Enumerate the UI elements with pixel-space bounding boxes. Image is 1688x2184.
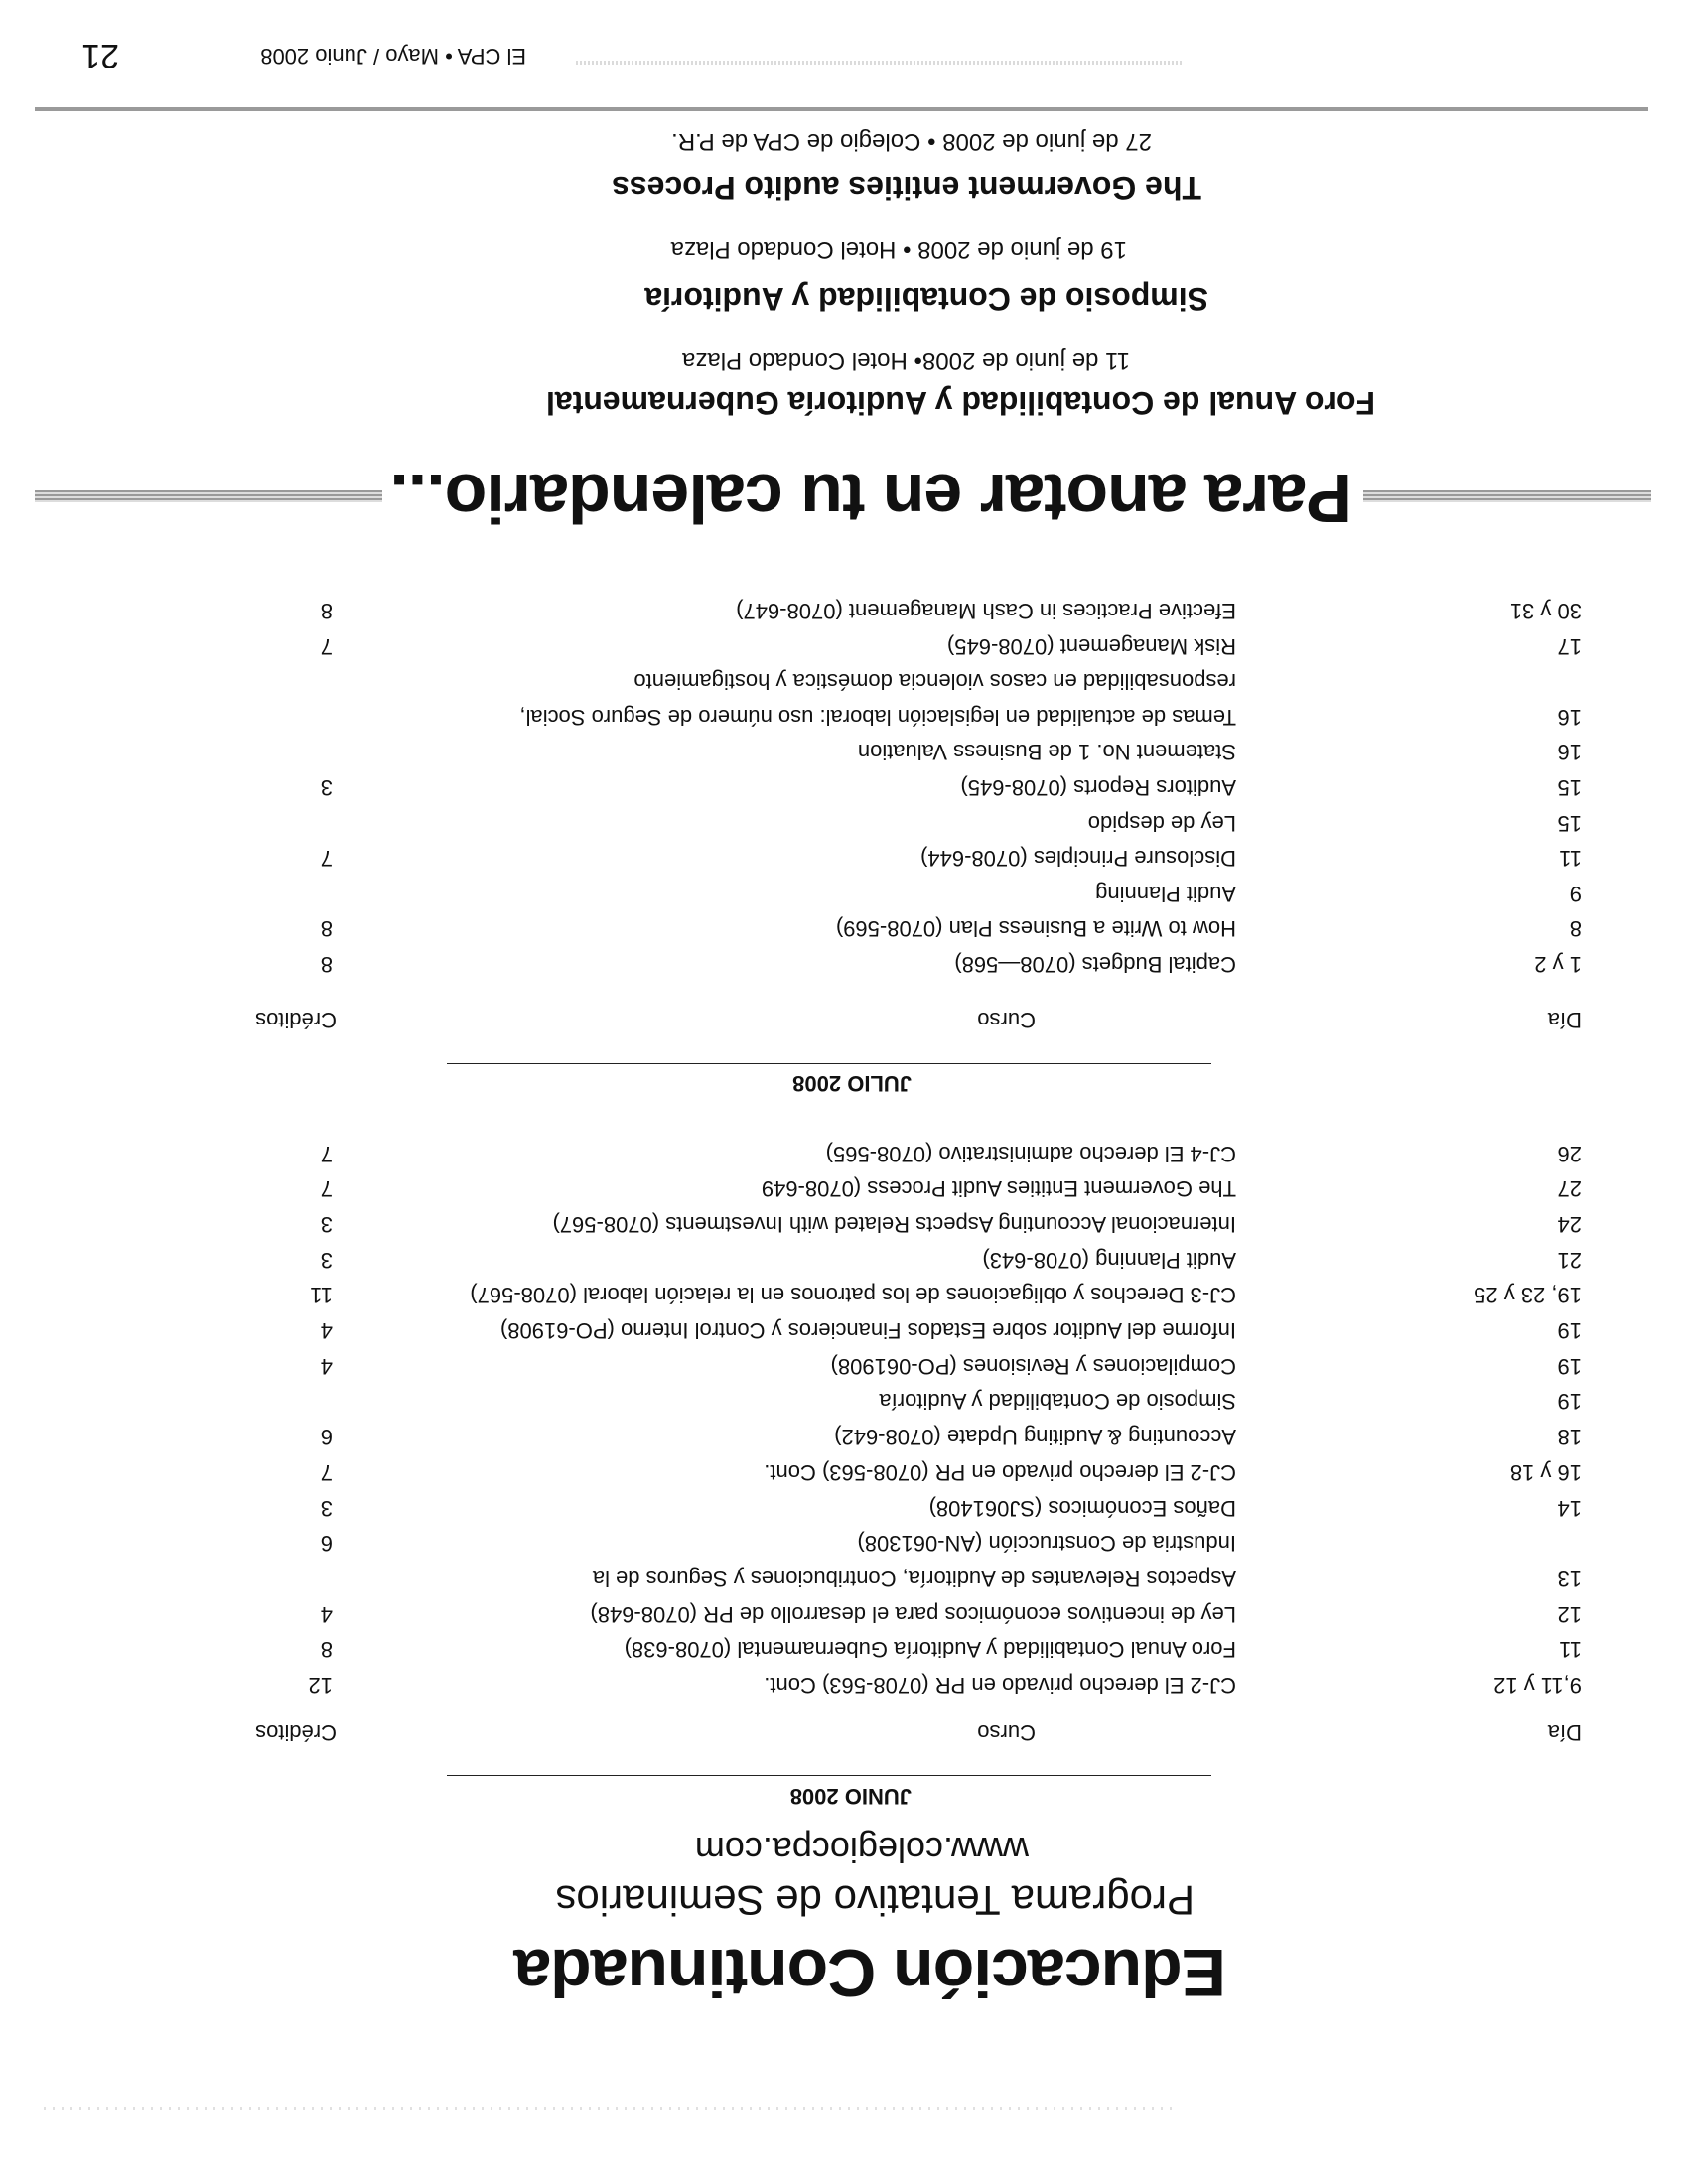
day-cell: 30 y 31 xyxy=(1509,599,1582,624)
table-row xyxy=(0,1483,1688,1519)
table-row xyxy=(0,1660,1688,1696)
table-row xyxy=(0,1271,1688,1306)
credits-cell: 8 xyxy=(320,599,333,624)
day-cell: 26 xyxy=(1557,1141,1582,1166)
table-row xyxy=(0,621,1688,657)
calendar-rule-right xyxy=(35,490,382,502)
table-row xyxy=(0,1305,1688,1344)
june-heading-rule xyxy=(447,1775,1211,1776)
course-cell: responsabilidad en casos violencia doméstica y hostigamiento xyxy=(633,669,1236,695)
day-cell: 16 xyxy=(1557,704,1582,730)
table-row xyxy=(0,692,1688,728)
event-detail: 19 de junio de 2008 • Hotel Condado Plaza xyxy=(670,236,1127,263)
course-cell: Foro Anual Contabilidad y Auditoría Gubernamental (0708-638) xyxy=(624,1637,1236,1663)
credits-cell: 8 xyxy=(320,916,333,942)
day-cell: 24 xyxy=(1557,1212,1582,1238)
course-cell: Disclosure Principles (0708-644) xyxy=(920,846,1236,872)
credits-cell: 4 xyxy=(320,1601,333,1627)
day-cell: 19 xyxy=(1557,1318,1582,1344)
july-col-credits: Créditos xyxy=(255,1008,337,1032)
table-row xyxy=(0,1341,1688,1377)
event-detail: 27 de junio de 2008 • Colegio de CPA de P.R. xyxy=(671,128,1152,155)
website-url: www.colegiocpa.com xyxy=(694,1830,1029,1870)
table-row xyxy=(0,586,1688,624)
credits-cell: 6 xyxy=(320,1425,333,1450)
credits-cell: 7 xyxy=(320,633,333,659)
footer-rule xyxy=(35,107,1648,111)
table-row xyxy=(0,798,1688,834)
table-row xyxy=(0,1589,1688,1625)
table-row xyxy=(0,657,1688,693)
course-cell: Industria de Construcción (AN-061308) xyxy=(857,1531,1236,1557)
course-cell: Daños Económicos (SJ061408) xyxy=(928,1495,1236,1521)
day-cell: 18 xyxy=(1557,1425,1582,1450)
course-cell: Ley de despido xyxy=(1087,810,1236,836)
table-row xyxy=(0,1129,1688,1164)
july-table-body xyxy=(0,586,1688,975)
course-cell: Temas de actualidad en legislación laboral: uso número de Seguro Social, xyxy=(519,704,1236,730)
course-cell: Audit Planning xyxy=(1095,881,1236,906)
day-cell: 21 xyxy=(1557,1247,1582,1273)
table-row xyxy=(0,1413,1688,1448)
event-detail: 11 de junio de 2008• Hotel Condado Plaza xyxy=(682,347,1130,374)
course-cell: CJ-2 El derecho privado en PR (0708-563) Cont. xyxy=(764,1459,1236,1485)
table-row xyxy=(0,1447,1688,1483)
event-title: Simposio de Contabilidad y Auditoría xyxy=(644,281,1208,317)
course-cell: CJ-3 Derechos y obligaciones de los patronos en la relación laboral (0708-567) xyxy=(470,1283,1236,1308)
scan-noise xyxy=(40,2107,1172,2110)
table-row xyxy=(0,1554,1688,1589)
course-cell: Internacional Accounting Aspects Related with Investments (0708-567) xyxy=(552,1212,1236,1238)
footer-rule-dotted xyxy=(576,61,1182,65)
day-cell: 14 xyxy=(1557,1495,1582,1521)
day-cell: 27 xyxy=(1557,1176,1582,1202)
course-cell: Aspectos Relevantes de Auditoría, Contribuciones y Seguros de la xyxy=(592,1566,1236,1591)
credits-cell: 4 xyxy=(320,1353,333,1379)
credits-cell: 7 xyxy=(320,1141,333,1166)
day-cell: 19 xyxy=(1557,1353,1582,1379)
table-row xyxy=(0,1164,1688,1200)
course-cell: Compilaciones y Revisiones (PO-061908) xyxy=(830,1353,1236,1379)
calendar-rule-left xyxy=(1363,490,1651,502)
day-cell: 19, 23 y 25 xyxy=(1474,1283,1582,1308)
july-col-course: Curso xyxy=(977,1008,1036,1032)
july-heading-rule xyxy=(447,1063,1211,1064)
table-row xyxy=(0,1519,1688,1555)
credits-cell: 7 xyxy=(320,1176,333,1202)
credits-cell: 12 xyxy=(308,1673,333,1698)
day-cell: 8 xyxy=(1569,916,1582,942)
day-cell: 9 xyxy=(1569,881,1582,906)
page-title: Educación Continuada xyxy=(514,1935,1226,2010)
page-subtitle: Programa Tentativo de Seminarios xyxy=(555,1877,1195,1924)
day-cell: 9,11 y 12 xyxy=(1493,1673,1582,1698)
june-col-credits: Créditos xyxy=(255,1720,337,1745)
publication-name: El CPA • Mayo / Junio 2008 xyxy=(260,44,526,68)
table-row xyxy=(0,939,1688,975)
table-row xyxy=(0,869,1688,904)
june-month-heading: JUNIO 2008 xyxy=(789,1784,912,1809)
calendar-title: Para anotar en tu calendario... xyxy=(390,460,1352,537)
day-cell: 16 y 18 xyxy=(1509,1459,1582,1485)
course-cell: Simposio de Contabilidad y Auditoría xyxy=(879,1389,1236,1415)
credits-cell: 8 xyxy=(320,1637,333,1663)
july-col-day: Día xyxy=(1547,1008,1582,1032)
course-cell: Capital Budgets (0708—568) xyxy=(954,952,1236,977)
course-cell: Efective Practices in Cash Management (0708-647) xyxy=(736,599,1236,624)
course-cell: Auditors Reports (0708-645) xyxy=(960,775,1236,801)
table-row xyxy=(0,834,1688,870)
course-cell: CJ-2 El derecho privado en PR (0708-563) Cont. xyxy=(764,1673,1236,1698)
credits-cell: 3 xyxy=(320,1495,333,1521)
course-cell: CJ-4 El derecho administrativo (0708-565) xyxy=(825,1141,1236,1166)
event-title: The Goverment entities audito Process xyxy=(612,170,1201,205)
day-cell: 13 xyxy=(1557,1566,1582,1591)
day-cell: 15 xyxy=(1557,810,1582,836)
day-cell: 12 xyxy=(1557,1601,1582,1627)
july-month-heading: JULIO 2008 xyxy=(792,1071,912,1096)
credits-cell: 6 xyxy=(320,1531,333,1557)
table-row xyxy=(0,1377,1688,1413)
credits-cell: 8 xyxy=(320,952,333,977)
june-col-course: Curso xyxy=(977,1720,1036,1745)
table-row xyxy=(0,728,1688,763)
credits-cell: 7 xyxy=(320,1459,333,1485)
credits-cell: 11 xyxy=(310,1283,333,1308)
credits-cell: 3 xyxy=(320,1247,333,1273)
course-cell: Ley de incentivos económicos para el desarrollo de PR (0708-648) xyxy=(590,1601,1236,1627)
course-cell: Statement No. 1 de Business Valuation xyxy=(857,740,1236,765)
june-table-body xyxy=(0,1129,1688,1696)
day-cell: 15 xyxy=(1557,775,1582,801)
table-row xyxy=(0,1235,1688,1271)
course-cell: Risk Management (0708-645) xyxy=(946,633,1236,659)
table-row xyxy=(0,904,1688,940)
june-col-day: Día xyxy=(1547,1720,1582,1745)
day-cell: 11 xyxy=(1559,1637,1582,1663)
day-cell: 19 xyxy=(1557,1389,1582,1415)
table-row xyxy=(0,1199,1688,1238)
table-row xyxy=(0,1625,1688,1661)
credits-cell: 3 xyxy=(320,775,333,801)
event-title: Foro Anual de Contabilidad y Auditoría Gubernamental xyxy=(545,385,1375,421)
course-cell: Informe del Auditor sobre Estados Financieros y Control Interno (PO-61908) xyxy=(499,1318,1236,1344)
page-number: 21 xyxy=(81,37,119,74)
course-cell: Audit Planning (0708-643) xyxy=(982,1247,1236,1273)
course-cell: How to Write a Business Plan (0708-569) xyxy=(835,916,1236,942)
day-cell: 11 xyxy=(1559,846,1582,872)
day-cell: 1 y 2 xyxy=(1534,952,1582,977)
credits-cell: 4 xyxy=(320,1318,333,1344)
day-cell: 16 xyxy=(1557,740,1582,765)
course-cell: The Goverment Entities Audit Process (0708-649 xyxy=(761,1176,1236,1202)
credits-cell: 3 xyxy=(320,1212,333,1238)
table-row xyxy=(0,762,1688,801)
course-cell: Accounting & Auditing Update (0708-642) xyxy=(834,1425,1236,1450)
credits-cell: 7 xyxy=(320,846,333,872)
day-cell: 17 xyxy=(1557,633,1582,659)
